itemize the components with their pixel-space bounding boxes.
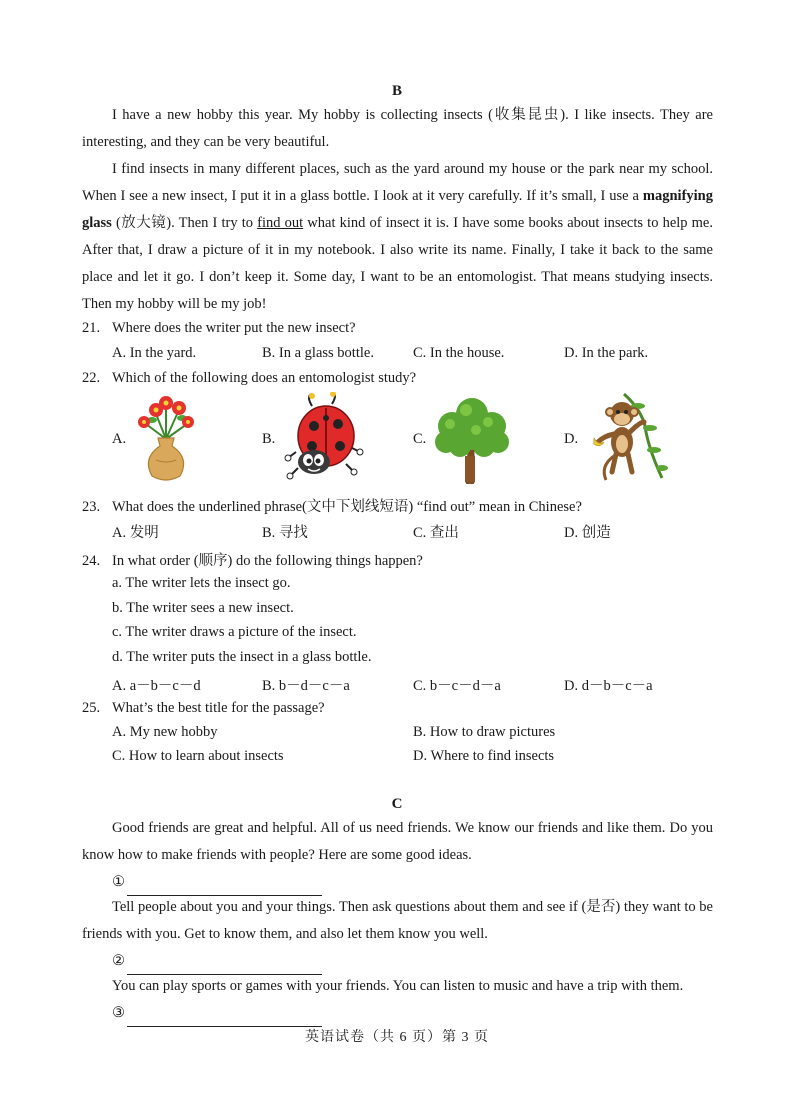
passage-b-paragraph-2: I find insects in many different places, such as the yard around my house or the park near my school. When I see a new insect, I put it in a glass bottle. I look at it very carefully. If it’s small, I use a magnifying glass (放大镜). Then I try to find out what kind of insect it is. I have some books about insects to help me. After that, I draw a picture of it in my notebook. I also write its name. Finally, I take it back to the same place and let it go. I don’t keep it. Some day, I want to be an entomologist. That means studying insects. Then my hobby will be my job! (82, 161, 713, 312)
question-22-options (0, 392, 794, 488)
passage-c-paragraph-2: Tell people about you and your things. Then ask questions about them and see if (是否) they want to be friends with you. Get to know them, and also let them know you well. (82, 899, 713, 942)
passage-c-paragraph-1: Good friends are great and helpful. All of us need friends. We know our friends and like them. Do you know how to make friends with people? Here are some good ideas. (82, 820, 713, 863)
question-24-options (0, 674, 794, 694)
option-a[interactable]: A. (112, 431, 127, 447)
option-b[interactable]: B. 寻找 (262, 525, 308, 541)
question-23-options (0, 521, 794, 541)
passage-c-paragraph-3: You can play sports or games with your friends. You can listen to music and have a trip with them. (112, 978, 684, 994)
question-23: 23. What does the underlined phrase(文中下划线短语) “find out” mean in Chinese? (82, 499, 582, 515)
page-footer: 英语试卷（共 6 页）第 3 页 (305, 1030, 489, 1045)
list-item: a. The writer lets the insect go. (112, 575, 291, 591)
option-a[interactable]: A. My new hobby (112, 724, 218, 740)
option-c[interactable]: C. In the house. (413, 345, 505, 361)
section-b-title: B (391, 83, 402, 99)
option-a[interactable]: A. In the yard. (112, 345, 197, 361)
ladybug-icon[interactable] (282, 392, 364, 486)
option-d[interactable]: D. (564, 431, 579, 447)
question-21: 21. Where does the writer put the new insect? (82, 320, 356, 336)
option-b[interactable]: B. In a glass bottle. (262, 345, 374, 361)
section-c-title: C (391, 796, 403, 812)
question-24-event-list (112, 575, 371, 673)
option-a[interactable]: A. 发明 (112, 525, 159, 541)
question-24: 24. In what order (顺序) do the following things happen? (82, 553, 423, 569)
option-a[interactable]: A. a－b－c－d (112, 678, 201, 694)
find-out-underlined: find out (257, 215, 304, 231)
blank-1-line[interactable]: ① (82, 869, 713, 894)
question-25-options (0, 724, 794, 770)
option-c[interactable]: C. b－c－d－a (413, 678, 501, 694)
list-item: b. The writer sees a new insect. (112, 599, 294, 616)
list-item: d. The writer puts the insect in a glass bottle. (112, 648, 372, 665)
flower-vase-icon[interactable] (132, 394, 200, 484)
option-c[interactable]: C. 查出 (413, 525, 459, 541)
option-d[interactable]: D. Where to find insects (413, 748, 555, 764)
section-c-passage (82, 815, 713, 1025)
option-d[interactable]: D. 创造 (564, 525, 611, 541)
option-b[interactable]: B. b－d－c－a (262, 678, 350, 694)
option-c[interactable]: C. How to learn about insects (112, 748, 284, 764)
blank-2-line[interactable]: ② (82, 948, 713, 973)
passage-b-paragraph-1: I have a new hobby this year. My hobby is collecting insects (收集昆虫). I like insects. They are interesting, and they can be very beautiful. (82, 107, 713, 150)
option-c[interactable]: C. (413, 431, 427, 447)
option-b[interactable]: B. How to draw pictures (413, 724, 556, 740)
tree-icon[interactable] (432, 396, 512, 484)
question-25: 25. What’s the best title for the passage? (82, 700, 325, 716)
question-21-options (0, 345, 794, 365)
list-item: c. The writer draws a picture of the insect. (112, 624, 357, 640)
option-d[interactable]: D. d－b－c－a (564, 678, 653, 694)
section-b-passage (82, 102, 713, 318)
blank-3-line[interactable]: ③ (82, 1000, 713, 1025)
monkey-icon[interactable] (584, 392, 668, 486)
option-b[interactable]: B. (262, 431, 276, 447)
option-d[interactable]: D. In the park. (564, 345, 649, 361)
question-22: 22. Which of the following does an entomologist study? (82, 370, 417, 386)
magnifying-glass-term: magnifying glass (82, 188, 713, 231)
